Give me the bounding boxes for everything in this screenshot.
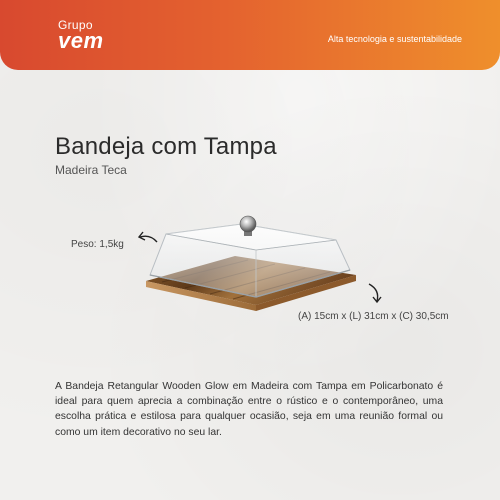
- header-tagline: Alta tecnologia e sustentabilidade: [327, 34, 462, 44]
- product-description: A Bandeja Retangular Wooden Glow em Madeira com Tampa em Policarbonato é ideal para quem aprecia a combinação entre o rústico e o contemporâneo, uma escolha prática e estilosa para qualquer ocasião, seja em uma reunião formal ou como um item decorativo no seu lar.: [55, 381, 443, 438]
- product-subtitle: Madeira Teca: [55, 163, 127, 177]
- product-title: Bandeja com Tampa: [55, 133, 277, 160]
- dimensions-label: (A) 15cm x (L) 31cm x (C) 30,5cm: [298, 311, 449, 322]
- weight-label: Peso: 1,5kg: [71, 239, 124, 250]
- brand-label-small: Grupo: [58, 18, 93, 32]
- brand-logo: vem: [58, 28, 104, 53]
